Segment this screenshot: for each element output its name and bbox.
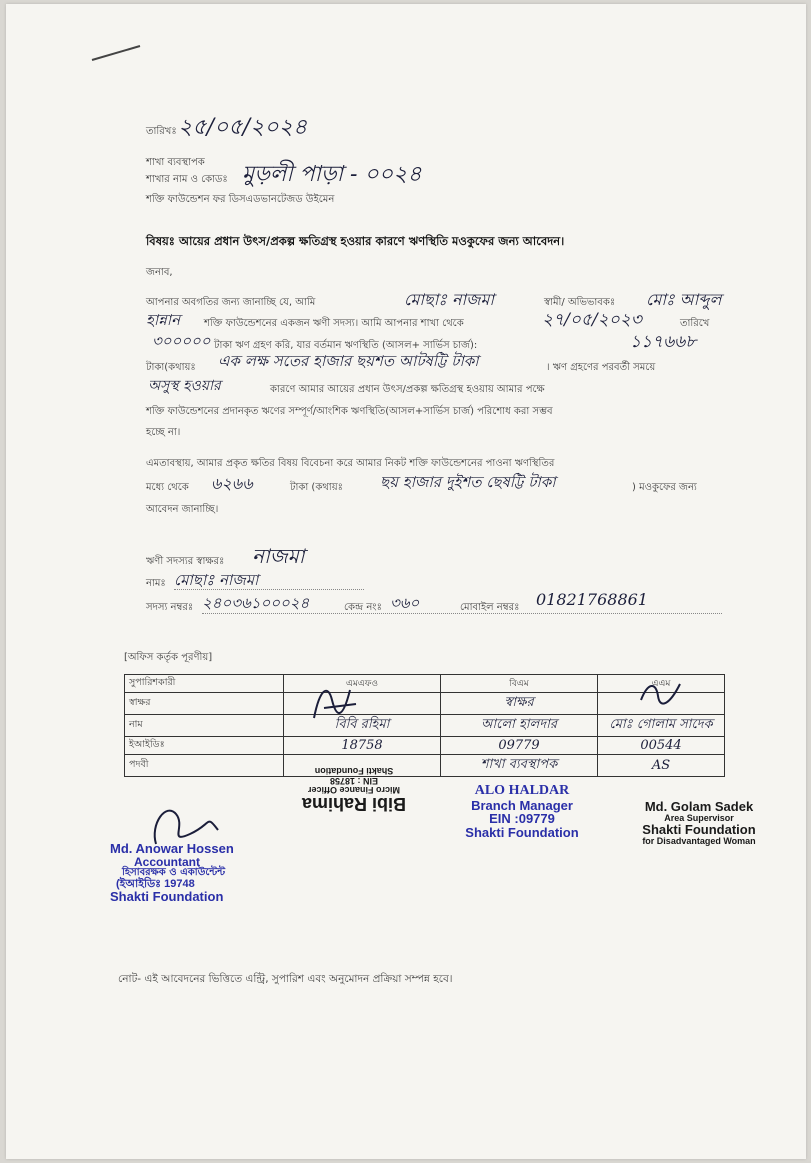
p1-line2-b: তারিখে bbox=[680, 318, 710, 329]
table-header-row bbox=[125, 675, 725, 693]
manager-label: শাখা ব্যবস্থাপক bbox=[146, 157, 205, 168]
mobile-label: মোবাইল নম্বরঃ bbox=[460, 602, 520, 613]
office-use-label: [অফিস কর্তৃক পূরণীয়] bbox=[124, 652, 213, 663]
table-cell: 00544 bbox=[598, 737, 725, 755]
table-row bbox=[125, 715, 725, 737]
table-header-cell: বিএম bbox=[441, 675, 598, 693]
am-stamp-org: Shakti Foundation bbox=[642, 822, 756, 838]
member-sign-value: নাজমা bbox=[252, 544, 305, 568]
name-dotted-line bbox=[174, 588, 364, 590]
p1-line3-hw2: ১১৭৬৬৮ bbox=[630, 332, 697, 352]
recommendation-table bbox=[124, 674, 725, 777]
mfo-stamp-org: Shakti Foundation bbox=[314, 766, 394, 777]
p1-line2-a: শক্তি ফাউন্ডেশনের একজন ঋণী সদস্য। আমি আপনার শাখা থেকে bbox=[204, 318, 464, 329]
pen-mark bbox=[90, 42, 150, 64]
p2-line2-c: ) মওকুফের জন্য bbox=[632, 482, 697, 493]
row-label: পদবী bbox=[125, 755, 284, 777]
p2-line2-a: মধ্যে থেকে bbox=[146, 482, 189, 493]
p1-line3-hw1: ৩০০০০০ bbox=[152, 332, 211, 350]
acc-stamp-name: Md. Anowar Hossen bbox=[110, 841, 234, 856]
acc-stamp-ein: (ইআইডিঃ 19748 bbox=[116, 877, 195, 890]
table-cell: 09779 bbox=[441, 737, 598, 755]
acc-stamp-title: Accountant bbox=[134, 854, 200, 869]
table-cell: বিবি রহিমা bbox=[284, 715, 441, 737]
mfo-stamp-ein: EIN : 18758 bbox=[329, 775, 379, 786]
center-label: কেন্দ্র নংঃ bbox=[344, 602, 382, 613]
branch-value: মুড়লী পাড়া - ০০২৪ bbox=[242, 162, 422, 187]
member-number-value: ২৪০৩৬১০০০২৪ bbox=[202, 594, 310, 612]
accountant-stamp bbox=[104, 842, 314, 904]
p1-line7: হচ্ছে না। bbox=[146, 427, 181, 438]
bm-stamp bbox=[442, 784, 602, 840]
am-stamp-sub: for Disadvantaged Woman bbox=[642, 835, 756, 846]
bm-stamp-title: Branch Manager bbox=[471, 797, 573, 813]
footer-note: নোট- এই আবেদনের ভিত্তিতে এন্ট্রি, সুপারিশ এবং অনুমোদন প্রক্রিয়া সম্পন্ন হবে। bbox=[118, 973, 453, 985]
p1-line1-hw1: মোছাঃ নাজমা bbox=[404, 290, 494, 309]
table-row bbox=[125, 737, 725, 755]
bm-stamp-ein: EIN :09779 bbox=[489, 811, 555, 827]
am-stamp bbox=[614, 800, 784, 846]
date-label: তারিখঃ bbox=[146, 126, 177, 137]
number-dotted-line bbox=[202, 612, 722, 614]
org-label: শক্তি ফাউন্ডেশন ফর ডিসএডভানটেজড উইমেন bbox=[146, 194, 335, 205]
mfo-signature bbox=[306, 678, 366, 726]
document-page bbox=[6, 4, 806, 1159]
p1-line4-a: টাকা(কথায়ঃ bbox=[146, 362, 196, 373]
table-header-cell: এএম bbox=[598, 675, 725, 693]
table-cell: AS bbox=[598, 755, 725, 777]
table-cell: স্বাক্ষর bbox=[441, 693, 598, 715]
table-cell: মোঃ গোলাম সাদেক bbox=[598, 715, 725, 737]
branch-label: শাখার নাম ও কোডঃ bbox=[146, 174, 228, 185]
am-signature bbox=[636, 678, 686, 708]
date-value: ২৫/০৫/২০২৪ bbox=[178, 115, 308, 140]
p2-line1: এমতাবস্থায়, আমার প্রকৃত ক্ষতির বিষয় বিবেচনা করে আমার নিকট শক্তি ফাউন্ডেশনের পাওনা ঋণস্থিতির bbox=[146, 458, 555, 469]
p1-line1-b: স্বামী/ অভিভাবকঃ bbox=[544, 297, 616, 308]
p1-line6: শক্তি ফাউন্ডেশনের প্রদানকৃত ঋণের সম্পূর্ণ/আংশিক ঋণস্থিতি(আসল+সার্ভিস চার্জ) পরিশোধ করা সম্ভব bbox=[146, 406, 553, 417]
p2-line2-b: টাকা (কথায়ঃ bbox=[290, 482, 343, 493]
row-label: স্বাক্ষর bbox=[125, 693, 284, 715]
member-name-value: মোছাঃ নাজমা bbox=[174, 571, 259, 589]
center-value: ৩৬০ bbox=[390, 594, 420, 612]
row-label: নাম bbox=[125, 715, 284, 737]
p2-line3: আবেদন জানাচ্ছি। bbox=[146, 504, 219, 515]
subject: বিষয়ঃ আয়ের প্রধান উৎস/প্রকল্প ক্ষতিগ্রস্থ হওয়ার কারণে ঋণস্থিতি মওকুফের জন্য আবেদন। bbox=[146, 234, 565, 248]
p1-line1-a: আপনার অবগতির জন্য জানাচ্ছি যে, আমি bbox=[146, 297, 316, 308]
table-header-cell: এমএফও bbox=[284, 675, 441, 693]
member-name-label: নামঃ bbox=[146, 578, 166, 589]
bm-stamp-org: Shakti Foundation bbox=[465, 824, 579, 840]
p1-line2-hw1: হান্নান bbox=[146, 311, 181, 329]
table-header-cell: সুপারিশকারী bbox=[125, 675, 284, 693]
acc-stamp-bn: হিসাবরক্ষক ও একাউন্টেন্ট bbox=[122, 867, 226, 879]
p1-line2-hw2: ২৭/০৫/২০২৩ bbox=[542, 310, 642, 330]
p1-line5-a: কারণে আমার আয়ের প্রধান উৎস/প্রকল্প ক্ষতিগ্রস্থ হওয়ায় আমার পক্ষে bbox=[270, 384, 545, 395]
table-cell: 18758 bbox=[284, 737, 441, 755]
p1-line5-hw1: অসুস্থ হওয়ার bbox=[148, 378, 221, 394]
mfo-stamp-title: Micro Finance Officer bbox=[307, 785, 401, 796]
member-sign-label: ঋণী সদস্যর স্বাক্ষরঃ bbox=[146, 556, 225, 567]
mfo-stamp bbox=[274, 766, 434, 813]
row-label: ইআইডিঃ bbox=[125, 737, 284, 755]
p2-line2-hw2: ছয় হাজার দুইশত ছেষট্টি টাকা bbox=[380, 473, 556, 491]
salutation: জনাব, bbox=[146, 267, 173, 278]
bm-stamp-name: ALO HALDAR bbox=[474, 783, 570, 798]
p1-line1-hw2: মোঃ আব্দুল bbox=[646, 290, 722, 309]
p1-line4-hw1: এক লক্ষ সতের হাজার ছয়শত আটষট্টি টাকা bbox=[218, 352, 479, 370]
acc-stamp-org: Shakti Foundation bbox=[110, 889, 224, 905]
mobile-value: 01821768861 bbox=[536, 590, 648, 609]
p2-line2-hw1: ৬২৬৬ bbox=[211, 474, 253, 493]
am-stamp-title: Area Supervisor bbox=[664, 812, 734, 823]
p1-line3-a: টাকা ঋণ গ্রহণ করি, যার বর্তমান ঋণস্থিতি (আসল+ সার্ভিস চার্জ): bbox=[214, 340, 478, 351]
table-cell: শাখা ব্যবস্থাপক bbox=[441, 755, 598, 777]
table-cell: আলো হালদার bbox=[441, 715, 598, 737]
member-number-label: সদস্য নম্বরঃ bbox=[146, 602, 194, 613]
p1-line4-b: । ঋণ গ্রহণের পরবর্তী সময়ে bbox=[546, 362, 656, 373]
mfo-stamp-name: Bibi Rahima bbox=[301, 794, 407, 815]
am-stamp-name: Md. Golam Sadek bbox=[644, 799, 754, 814]
table-row bbox=[125, 693, 725, 715]
